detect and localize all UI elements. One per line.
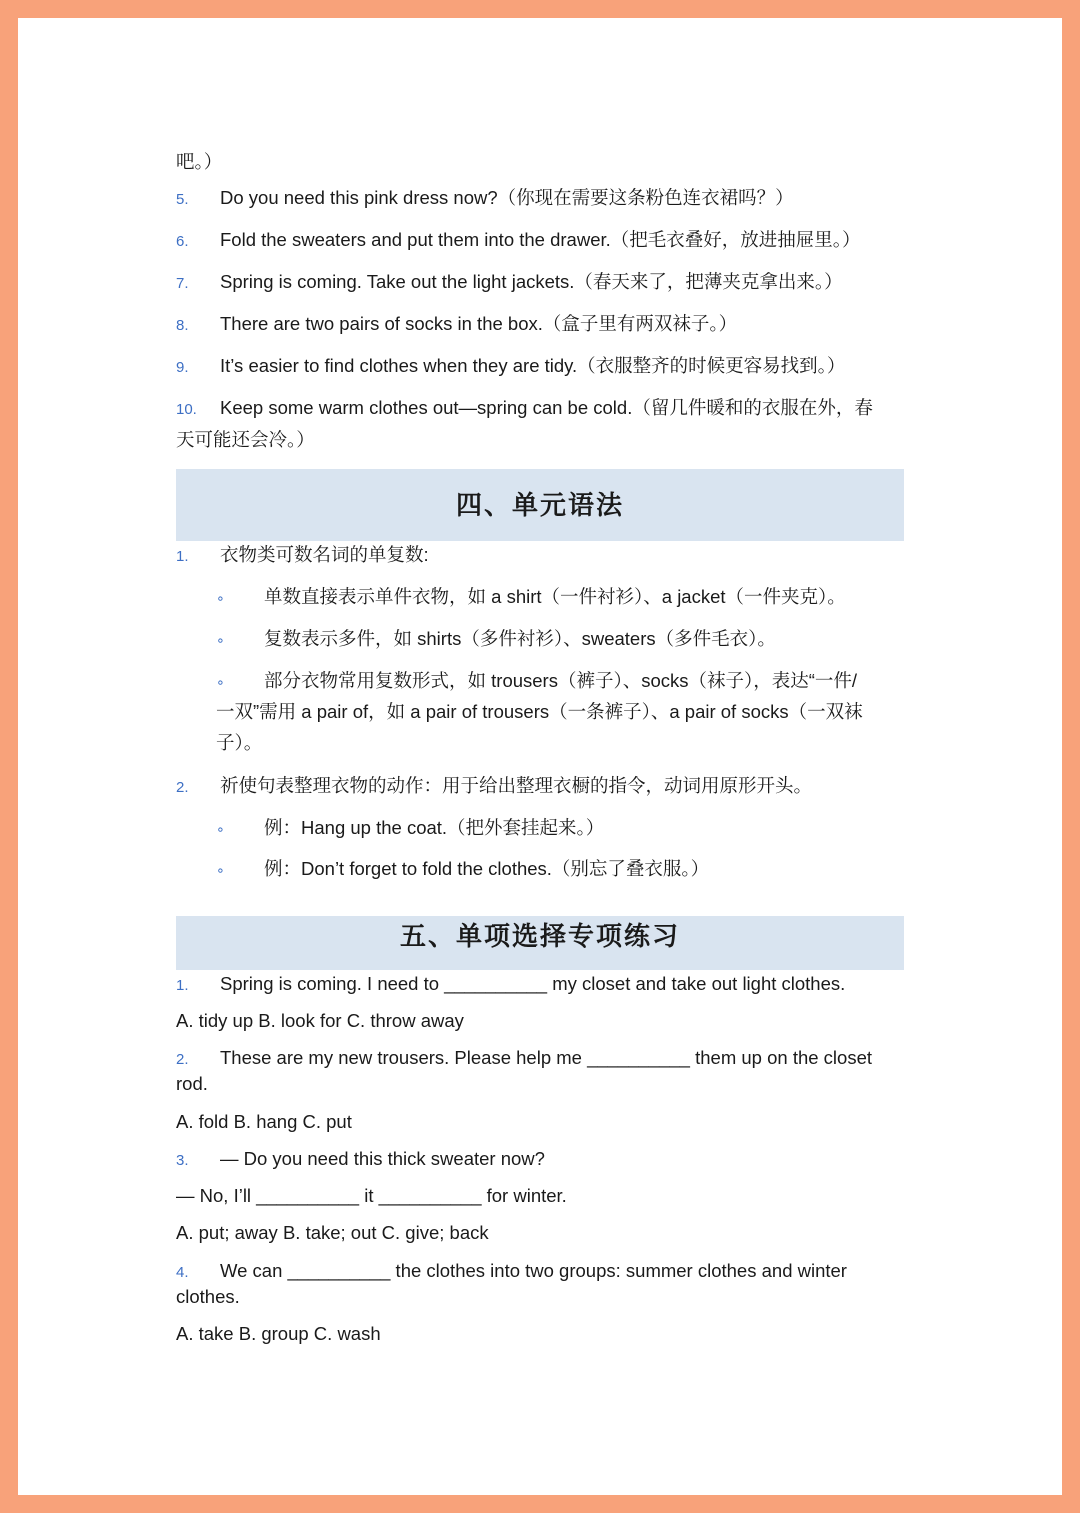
bullet-text: 例：Don’t forget to fold the clothes.（别忘了叠衣服。） <box>264 858 710 879</box>
bullet-icon: ∘ <box>216 862 225 878</box>
list-item <box>176 312 904 338</box>
item-number: 6. <box>176 233 189 250</box>
item-text: Do you need this pink dress now?（你现在需要这条粉色连衣裙吗？） <box>220 187 794 208</box>
item-number: 1. <box>176 977 189 994</box>
bullet-text-continuation: 子）。 <box>216 732 263 753</box>
item-number: 2. <box>176 779 189 796</box>
question-options: A. fold B. hang C. put <box>176 1111 352 1132</box>
item-number: 5. <box>176 191 189 208</box>
question-item <box>176 1046 904 1072</box>
item-text: Spring is coming. Take out the light jackets.（春天来了，把薄夹克拿出来。） <box>220 271 843 292</box>
grammar-point-title: 衣物类可数名词的单复数: <box>220 544 429 565</box>
item-number: 1. <box>176 548 189 565</box>
question-options: A. put; away B. take; out C. give; back <box>176 1222 489 1243</box>
bullet-icon: ∘ <box>216 674 225 690</box>
question-text: — Do you need this thick sweater now? <box>220 1148 545 1169</box>
question-text: We can __________ the clothes into two groups: summer clothes and winter <box>220 1260 847 1281</box>
grammar-point-title: 祈使句表整理衣物的动作：用于给出整理衣橱的指令，动词用原形开头。 <box>220 775 813 796</box>
item-number: 4. <box>176 1264 189 1281</box>
grammar-point <box>176 543 904 569</box>
list-item <box>176 270 904 296</box>
question-options: A. tidy up B. look for C. throw away <box>176 1010 464 1031</box>
item-text: Keep some warm clothes out—spring can be cold.（留几件暖和的衣服在外，春 <box>220 397 873 418</box>
bullet-icon: ∘ <box>216 632 225 648</box>
item-number: 10. <box>176 401 197 418</box>
bullet-item <box>176 669 904 694</box>
item-number: 7. <box>176 275 189 292</box>
bullet-item <box>176 627 904 652</box>
item-number: 8. <box>176 317 189 334</box>
bullet-item <box>176 816 904 841</box>
question-options: A. take B. group C. wash <box>176 1323 381 1344</box>
bullet-text: 单数直接表示单件衣物，如 a shirt（一件衬衫）、a jacket（一件夹克）。 <box>264 586 846 607</box>
bullet-text: 部分衣物常用复数形式，如 trousers（裤子）、socks（袜子），表达“一件/ <box>264 670 858 691</box>
grammar-point <box>176 774 904 800</box>
question-reply: — No, I’ll __________ it __________ for winter. <box>176 1185 567 1206</box>
question-text-continuation: clothes. <box>176 1286 240 1307</box>
question-text-continuation: rod. <box>176 1073 208 1094</box>
question-text: Spring is coming. I need to __________ my closet and take out light clothes. <box>220 973 846 994</box>
list-item <box>176 396 904 422</box>
list-item <box>176 354 904 380</box>
bullet-text: 例：Hang up the coat.（把外套挂起来。） <box>264 817 605 838</box>
question-item <box>176 1259 904 1285</box>
item-text: There are two pairs of socks in the box.（盒子里有两双袜子。） <box>220 313 738 334</box>
bullet-item <box>176 857 904 882</box>
item-text: Fold the sweaters and put them into the drawer.（把毛衣叠好，放进抽屉里。） <box>220 229 861 250</box>
bullet-text: 复数表示多件，如 shirts（多件衬衫）、sweaters（多件毛衣）。 <box>264 628 776 649</box>
bullet-icon: ∘ <box>216 821 225 837</box>
worksheet-page <box>18 18 1062 1495</box>
bullet-icon: ∘ <box>216 590 225 606</box>
question-item <box>176 972 904 998</box>
section-header-grammar: 四、单元语法 <box>176 469 904 541</box>
item-text-continuation: 天可能还会冷。） <box>176 429 315 450</box>
item-number: 3. <box>176 1152 189 1169</box>
list-item <box>176 186 904 212</box>
vocab-tail: 吧。） <box>176 151 223 172</box>
item-number: 2. <box>176 1051 189 1068</box>
item-text: It’s easier to find clothes when they are tidy.（衣服整齐的时候更容易找到。） <box>220 355 846 376</box>
section-header-exercise: 五、单项选择专项练习 <box>176 916 904 970</box>
item-number: 9. <box>176 359 189 376</box>
bullet-text-continuation: 一双”需用 a pair of，如 a pair of trousers（一条裤子）、a pair of socks（一双袜 <box>216 701 863 722</box>
list-item <box>176 228 904 254</box>
question-item <box>176 1147 904 1173</box>
bullet-item <box>176 585 904 610</box>
question-text: These are my new trousers. Please help me __________ them up on the closet <box>220 1047 872 1068</box>
